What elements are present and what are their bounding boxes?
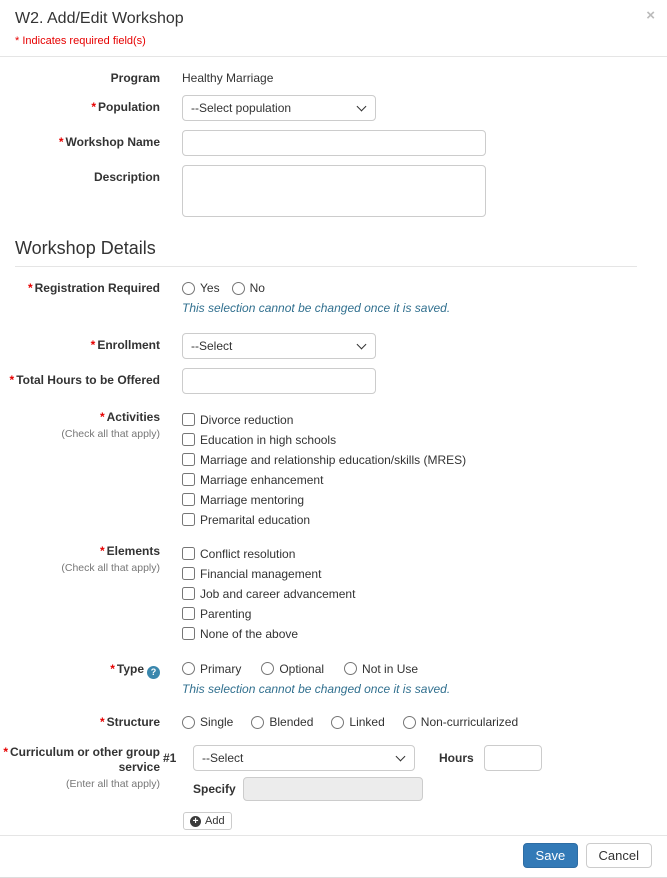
curriculum-select[interactable] bbox=[193, 745, 415, 771]
structure-radio-group bbox=[182, 715, 652, 729]
curriculum-hint: (Enter all that apply) bbox=[66, 778, 160, 791]
workshop-name-label: * Workshop Name bbox=[58, 135, 160, 149]
structure-row bbox=[0, 715, 652, 730]
curriculum-row bbox=[0, 745, 652, 830]
close-icon[interactable]: × bbox=[646, 7, 655, 24]
checkbox[interactable] bbox=[182, 493, 195, 506]
required-asterisk: * bbox=[90, 337, 96, 352]
registration-option-yes[interactable]: Yes bbox=[182, 281, 220, 295]
modal-header bbox=[0, 0, 667, 57]
checkbox[interactable] bbox=[182, 607, 195, 620]
population-label: * Population bbox=[91, 100, 160, 114]
required-asterisk: * bbox=[99, 715, 105, 730]
type-label: * Type ? bbox=[0, 662, 160, 679]
radio-button[interactable] bbox=[182, 716, 195, 729]
enrollment-select[interactable] bbox=[182, 333, 376, 359]
element-option[interactable]: Conflict resolution bbox=[182, 544, 652, 564]
element-option[interactable]: None of the above bbox=[182, 624, 652, 644]
specify-input bbox=[243, 777, 423, 801]
activities-checkbox-group bbox=[160, 410, 652, 530]
workshop-details-section-title: Workshop Details bbox=[15, 238, 637, 267]
required-asterisk: * bbox=[99, 543, 105, 558]
registration-row bbox=[0, 281, 652, 317]
radio-button[interactable] bbox=[182, 282, 195, 295]
curriculum-row-number: #1 bbox=[163, 751, 177, 766]
activity-option[interactable]: Marriage mentoring bbox=[182, 490, 652, 510]
population-select[interactable] bbox=[182, 95, 376, 121]
program-value: Healthy Marriage bbox=[182, 71, 274, 85]
elements-checkbox-group bbox=[160, 544, 652, 644]
activity-option[interactable]: Marriage enhancement bbox=[182, 470, 652, 490]
total-hours-input[interactable] bbox=[182, 368, 376, 394]
type-option-not-in-use[interactable]: Not in Use bbox=[344, 662, 418, 676]
structure-option-single[interactable]: Single bbox=[182, 715, 233, 729]
total-hours-label: * Total Hours to be Offered bbox=[9, 372, 160, 387]
enrollment-label: * Enrollment bbox=[90, 337, 160, 352]
structure-option-non-curricularized[interactable]: Non-curricularized bbox=[403, 715, 518, 729]
registration-note: This selection cannot be changed once it is saved. bbox=[182, 301, 451, 315]
total-hours-row bbox=[0, 368, 652, 394]
curriculum-line-2 bbox=[193, 777, 652, 801]
elements-hint: (Check all that apply) bbox=[61, 561, 160, 574]
radio-button[interactable] bbox=[232, 282, 245, 295]
program-row bbox=[0, 71, 652, 86]
elements-row bbox=[0, 544, 652, 644]
radio-button[interactable] bbox=[403, 716, 416, 729]
radio-button[interactable] bbox=[251, 716, 264, 729]
add-button[interactable] bbox=[183, 812, 232, 830]
type-option-optional[interactable]: Optional bbox=[261, 662, 324, 676]
description-row bbox=[0, 165, 652, 220]
hours-input[interactable] bbox=[484, 745, 542, 771]
required-asterisk: * bbox=[110, 661, 115, 676]
checkbox[interactable] bbox=[182, 473, 195, 486]
element-option[interactable]: Financial management bbox=[182, 564, 652, 584]
save-button[interactable]: Save bbox=[523, 843, 579, 868]
page-title: W2. Add/Edit Workshop bbox=[15, 10, 184, 27]
description-textarea[interactable] bbox=[182, 165, 486, 217]
checkbox[interactable] bbox=[182, 513, 195, 526]
element-option[interactable]: Parenting bbox=[182, 604, 652, 624]
checkbox[interactable] bbox=[182, 433, 195, 446]
modal-body bbox=[0, 57, 667, 830]
checkbox[interactable] bbox=[182, 587, 195, 600]
specify-label: Specify bbox=[193, 782, 236, 797]
population-row bbox=[0, 95, 652, 121]
checkbox[interactable] bbox=[182, 413, 195, 426]
type-option-primary[interactable]: Primary bbox=[182, 662, 241, 676]
curriculum-label: * Curriculum or other group service (Enter all that apply) bbox=[0, 745, 160, 792]
description-label: Description bbox=[93, 170, 160, 184]
curriculum-line-1 bbox=[163, 745, 652, 771]
checkbox[interactable] bbox=[182, 547, 195, 560]
registration-option-no[interactable]: No bbox=[232, 281, 265, 295]
required-asterisk: * bbox=[3, 745, 8, 760]
registration-label: * Registration Required bbox=[27, 281, 160, 295]
activity-option[interactable]: Marriage and relationship education/skills (MRES) bbox=[182, 450, 652, 470]
plus-circle-icon: + bbox=[190, 816, 201, 827]
add-button-label: Add bbox=[205, 815, 225, 828]
checkbox[interactable] bbox=[182, 627, 195, 640]
radio-button[interactable] bbox=[182, 662, 195, 675]
workshop-name-input[interactable] bbox=[182, 130, 486, 156]
activities-label: * Activities (Check all that apply) bbox=[0, 410, 160, 442]
activity-option[interactable]: Divorce reduction bbox=[182, 410, 652, 430]
required-fields-note: * Indicates required field(s) bbox=[15, 35, 146, 47]
required-asterisk: * bbox=[9, 372, 15, 387]
required-asterisk: * bbox=[91, 100, 96, 114]
program-label: Program bbox=[110, 71, 160, 85]
checkbox[interactable] bbox=[182, 567, 195, 580]
activity-option[interactable]: Education in high schools bbox=[182, 430, 652, 450]
registration-radio-group bbox=[182, 281, 652, 295]
activities-hint: (Check all that apply) bbox=[61, 427, 160, 440]
required-asterisk: * bbox=[99, 409, 105, 424]
type-radio-group bbox=[182, 662, 652, 676]
required-asterisk: * bbox=[27, 281, 33, 295]
structure-option-blended[interactable]: Blended bbox=[251, 715, 313, 729]
activities-row bbox=[0, 410, 652, 530]
help-icon[interactable]: ? bbox=[147, 666, 160, 679]
structure-option-linked[interactable]: Linked bbox=[331, 715, 384, 729]
workshop-name-row bbox=[0, 130, 652, 156]
enrollment-row bbox=[0, 333, 652, 359]
activity-option[interactable]: Premarital education bbox=[182, 510, 652, 530]
checkbox[interactable] bbox=[182, 453, 195, 466]
required-asterisk: * bbox=[58, 135, 64, 149]
radio-button[interactable] bbox=[331, 716, 344, 729]
type-row bbox=[0, 662, 652, 698]
modal-footer bbox=[0, 835, 667, 877]
structure-label: * Structure bbox=[99, 715, 160, 730]
cancel-button[interactable]: Cancel bbox=[586, 843, 652, 868]
elements-label: * Elements (Check all that apply) bbox=[0, 544, 160, 576]
hours-label: Hours bbox=[439, 751, 474, 766]
radio-button[interactable] bbox=[261, 662, 274, 675]
radio-button[interactable] bbox=[344, 662, 357, 675]
element-option[interactable]: Job and career advancement bbox=[182, 584, 652, 604]
type-note: This selection cannot be changed once it is saved. bbox=[182, 681, 451, 696]
